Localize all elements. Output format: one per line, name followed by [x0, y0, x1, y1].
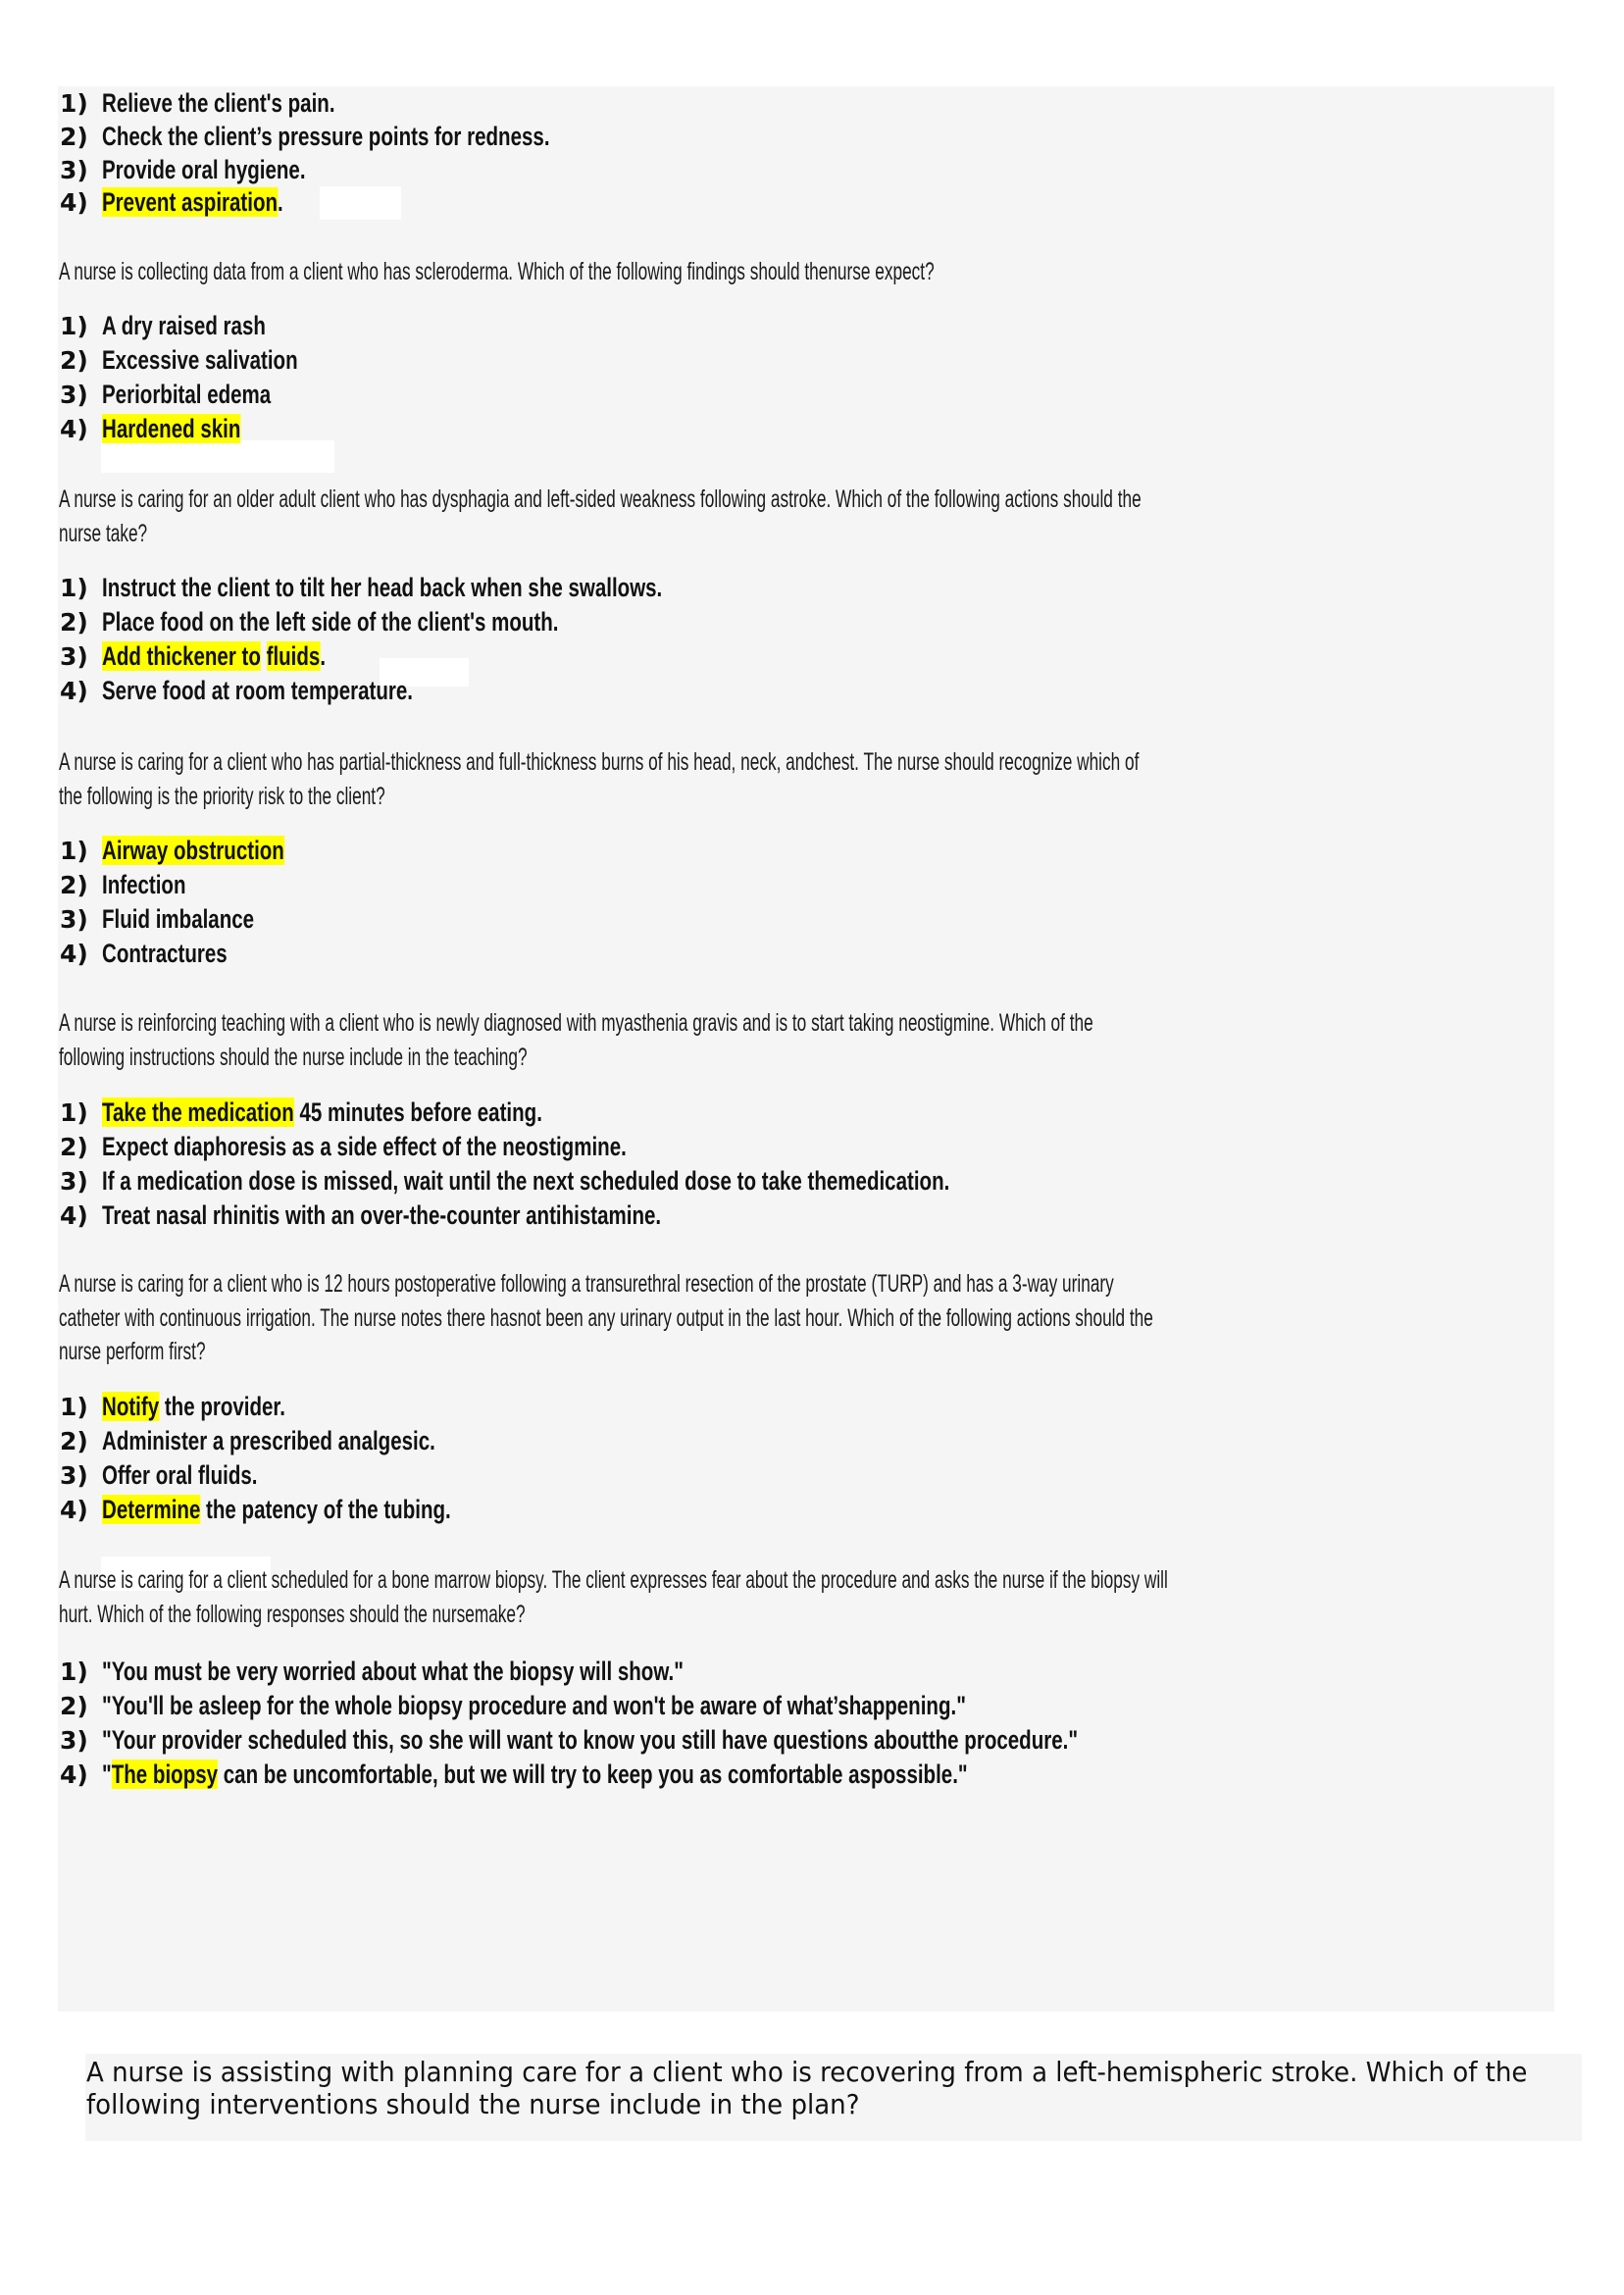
highlighted-answer: Add thickener to: [102, 641, 261, 671]
option-number: 3): [60, 381, 88, 409]
highlighted-answer: Airway obstruction: [102, 836, 284, 865]
option-number: 3): [60, 1461, 88, 1490]
option-text: ": [102, 1760, 112, 1789]
option-number: 4): [60, 1760, 88, 1789]
question-line: A nurse is caring for an older adult client who has dysphagia and left-sided weakness following astroke. Which of the following actions should the: [59, 485, 1142, 513]
next-question-stem: [86, 2056, 1624, 2120]
option-text: Contractures: [102, 939, 228, 968]
option-text: .: [278, 187, 283, 217]
option-text: "Your provider scheduled this, so she will want to know you still have questions aboutthe procedure.": [102, 1725, 1079, 1755]
option-number: 2): [60, 1133, 88, 1161]
highlighted-answer: fluids: [266, 641, 321, 671]
option-number: 1): [60, 1393, 88, 1421]
option-number: 1): [60, 89, 88, 118]
highlighted-answer: Determine: [102, 1495, 201, 1524]
option-text: Periorbital edema: [102, 380, 272, 409]
question-stem: [59, 1267, 1589, 1369]
option-number: 2): [60, 346, 88, 375]
question-line: nurse take?: [59, 519, 148, 547]
question-line: following interventions should the nurse include in the plan?: [86, 2088, 860, 2120]
white-patch: [320, 186, 401, 220]
option-number: 1): [60, 1658, 88, 1686]
option-number: 3): [60, 156, 88, 184]
option-number: 2): [60, 123, 88, 151]
option-number: 4): [60, 677, 88, 705]
question-line: A nurse is assisting with planning care for a client who is recovering from a left-hemispheric stroke. Which of the: [86, 2056, 1528, 2088]
option-text: [261, 641, 267, 671]
option-number: 1): [60, 312, 88, 340]
question-line: A nurse is caring for a client scheduled for a bone marrow biopsy. The client expresses fear about the procedure and asks the nurse if the biopsy will: [59, 1566, 1168, 1594]
question-stem: [59, 1563, 1589, 1631]
question-line: the following is the priority risk to the client?: [59, 782, 385, 810]
option-number: 3): [60, 1167, 88, 1196]
option-text: Administer a prescribed analgesic.: [102, 1426, 435, 1455]
option-number: 3): [60, 1726, 88, 1755]
option-text: .: [320, 641, 327, 671]
option-text: Excessive salivation: [102, 345, 298, 375]
question-line: following instructions should the nurse include in the teaching?: [59, 1043, 528, 1071]
option-number: 3): [60, 642, 88, 671]
question-stem: [59, 483, 1589, 550]
option-text: If a medication dose is missed, wait until the next scheduled dose to take themedication.: [102, 1166, 950, 1196]
question-line: nurse perform first?: [59, 1338, 206, 1365]
option-number: 4): [60, 940, 88, 968]
option-text: Provide oral hygiene.: [102, 155, 306, 184]
option-text: the provider.: [159, 1392, 285, 1421]
option-text: Treat nasal rhinitis with an over-the-counter antihistamine.: [102, 1200, 662, 1230]
option-number: 3): [60, 905, 88, 934]
option-number: 1): [60, 1098, 88, 1127]
option-number: 2): [60, 608, 88, 637]
option-text: "You must be very worried about what the biopsy will show.": [102, 1657, 684, 1686]
option-number: 2): [60, 871, 88, 899]
option-number: 4): [60, 415, 88, 443]
option-number: 2): [60, 1692, 88, 1720]
highlighted-answer: Notify: [102, 1392, 160, 1421]
option-text: Fluid imbalance: [102, 904, 255, 934]
option-text: "You'll be asleep for the whole biopsy procedure and won't be aware of what’shappening.": [102, 1691, 966, 1720]
highlighted-answer: Take the medication: [102, 1097, 294, 1127]
option-text: Relieve the client's pain.: [102, 88, 335, 118]
option-number: 2): [60, 1427, 88, 1455]
option-text: Check the client’s pressure points for redness.: [102, 122, 550, 151]
option-number: 1): [60, 837, 88, 865]
question-line: A nurse is reinforcing teaching with a client who is newly diagnosed with myasthenia gravis and is to start taking neostigmine. Which of the: [59, 1009, 1093, 1037]
question-stem: [59, 255, 1589, 289]
option-number: 1): [60, 574, 88, 602]
option-text: Instruct the client to tilt her head back when she swallows.: [102, 573, 663, 602]
option-text: Infection: [102, 870, 186, 899]
highlighted-answer: Prevent aspiration: [102, 187, 279, 217]
highlighted-answer: The biopsy: [111, 1760, 219, 1789]
option-number: 4): [60, 1496, 88, 1524]
option-text: the patency of the tubing.: [200, 1495, 451, 1524]
option-text: Serve food at room temperature.: [102, 676, 414, 705]
option-text: Expect diaphoresis as a side effect of the neostigmine.: [102, 1132, 627, 1161]
question-line: A nurse is collecting data from a client who has scleroderma. Which of the following findings should thenurse expect?: [59, 258, 935, 285]
option-number: 4): [60, 1201, 88, 1230]
option-text: A dry raised rash: [102, 311, 266, 340]
option-text: can be uncomfortable, but we will try to keep you as comfortable aspossible.": [218, 1760, 968, 1789]
option-text: Offer oral fluids.: [102, 1460, 258, 1490]
option-text: 45 minutes before eating.: [293, 1097, 542, 1127]
question-line: A nurse is caring for a client who has partial-thickness and full-thickness burns of his head, neck, andchest. The nurse should recognize which of: [59, 748, 1140, 776]
option-text: Place food on the left side of the client's mouth.: [102, 607, 559, 637]
question-stem: [59, 745, 1589, 813]
question-line: A nurse is caring for a client who is 12 hours postoperative following a transurethral resection of the prostate (TURP) and has a 3-way urinary: [59, 1270, 1114, 1298]
option-number: 4): [60, 188, 88, 217]
question-stem: [59, 1006, 1589, 1074]
question-line: hurt. Which of the following responses should the nursemake?: [59, 1600, 526, 1628]
question-line: catheter with continuous irrigation. The nurse notes there hasnot been any urinary output in the last hour. Which of the following actions should the: [59, 1303, 1153, 1332]
highlighted-answer: Hardened skin: [102, 414, 241, 443]
